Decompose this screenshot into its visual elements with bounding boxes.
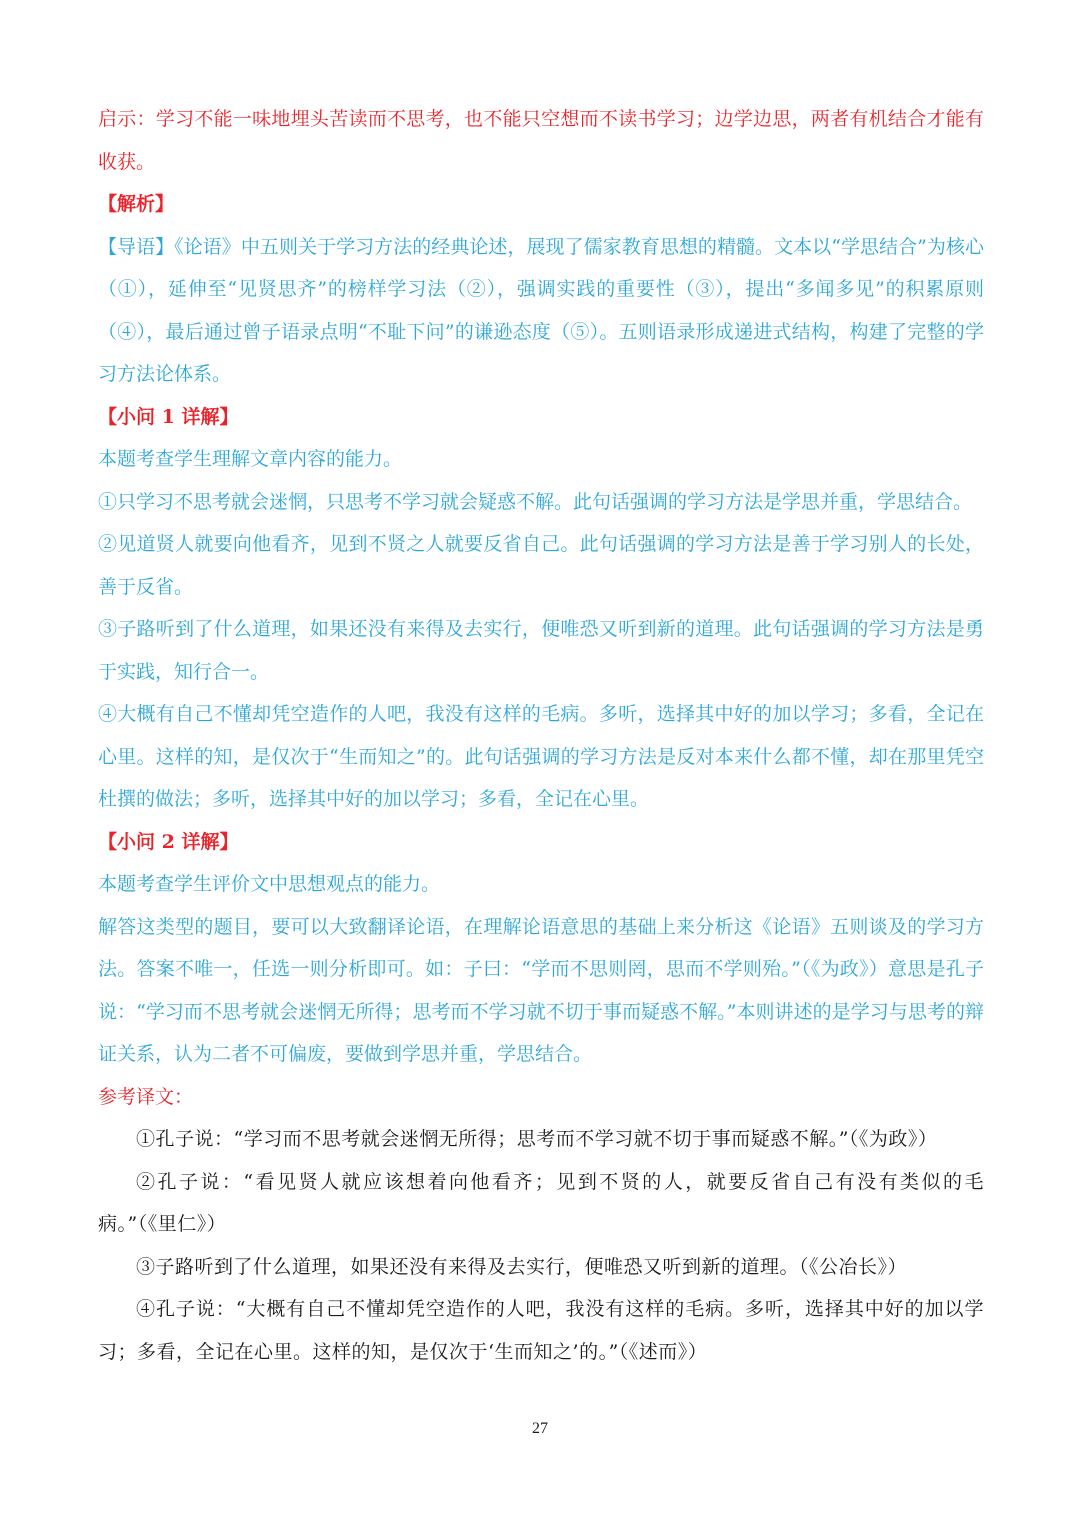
translation-heading: 参考译文： — [98, 1085, 194, 1108]
q2-body: 解答这类型的题目，要可以大致翻译论语，在理解论语意思的基础上来分析这《论语》五则谈及的学习方法。答案不唯一，任选一则分析即可。如：子曰：“学而不思则罔，思而不学则殆。”（《为政》）意思是孔子说：“学习而不思考就会迷惘无所得；思考而不学习就不切于事而疑惑不解。”本则讲述的是学习与思考的辩证关系，认为二者不可偏废，要做到学思并重，学思结合。 — [98, 915, 984, 1065]
q1-heading: 【小问 1 详解】 — [98, 405, 239, 428]
translation-item-3: ③子路听到了什么道理，如果还没有来得及去实行，便唯恐又听到新的道理。（《公冶长》） — [136, 1255, 908, 1278]
page-number: 27 — [532, 1420, 548, 1437]
translation-item-2: ②孔子说：“看见贤人就应该想着向他看齐；见到不贤的人，就要反省自己有没有类似的毛病。”（《里仁》） — [98, 1170, 984, 1235]
document-page — [98, 98, 984, 1373]
translation-item-4: ④孔子说：“大概有自己不懂却凭空造作的人吧，我没有这样的毛病。多听，选择其中好的加以学习；多看，全记在心里。这样的知，是仅次于‘生而知之’的。”（《述而》） — [98, 1298, 984, 1363]
qishi-paragraph: 启示：学习不能一味地埋头苦读而不思考，也不能只空想而不读书学习；边学边思，两者有机结合才能有收获。 — [98, 108, 984, 173]
translation-item-1: ①孔子说：“学习而不思考就会迷惘无所得；思考而不学习就不切于事而疑惑不解。”（《为政》） — [136, 1128, 938, 1150]
daoyu-paragraph: 【导语】《论语》中五则关于学习方法的经典论述，展现了儒家教育思想的精髓。文本以“学思结合”为核心（①），延伸至“见贤思齐”的榜样学习法（②），强调实践的重要性（③），提出“多闻多见”的积累原则（④），最后通过曾子语录点明“不耻下问”的谦逊态度（⑤）。五则语录形成递进式结构，构建了完整的学习方法论体系。 — [98, 235, 984, 385]
q1-intro: 本题考查学生理解文章内容的能力。 — [98, 448, 403, 470]
q1-item-2: ②见道贤人就要向他看齐，见到不贤之人就要反省自己。此句话强调的学习方法是善于学习别人的长处，善于反省。 — [98, 533, 984, 598]
q2-intro: 本题考查学生评价文中思想观点的能力。 — [98, 873, 441, 895]
jiexi-heading: 【解析】 — [98, 193, 175, 215]
q1-item-3: ③子路听到了什么道理，如果还没有来得及去实行，便唯恐又听到新的道理。此句话强调的学习方法是勇于实践，知行合一。 — [98, 618, 984, 683]
q1-item-4: ④大概有自己不懂却凭空造作的人吧，我没有这样的毛病。多听，选择其中好的加以学习；多看，全记在心里。这样的知，是仅次于“生而知之”的。此句话强调的学习方法是反对本来什么都不懂，却在那里凭空杜撰的做法；多听，选择其中好的加以学习；多看，全记在心里。 — [98, 703, 984, 810]
q2-heading: 【小问 2 详解】 — [98, 830, 239, 853]
q1-item-1: ①只学习不思考就会迷惘，只思考不学习就会疑惑不解。此句话强调的学习方法是学思并重，学思结合。 — [98, 490, 973, 513]
